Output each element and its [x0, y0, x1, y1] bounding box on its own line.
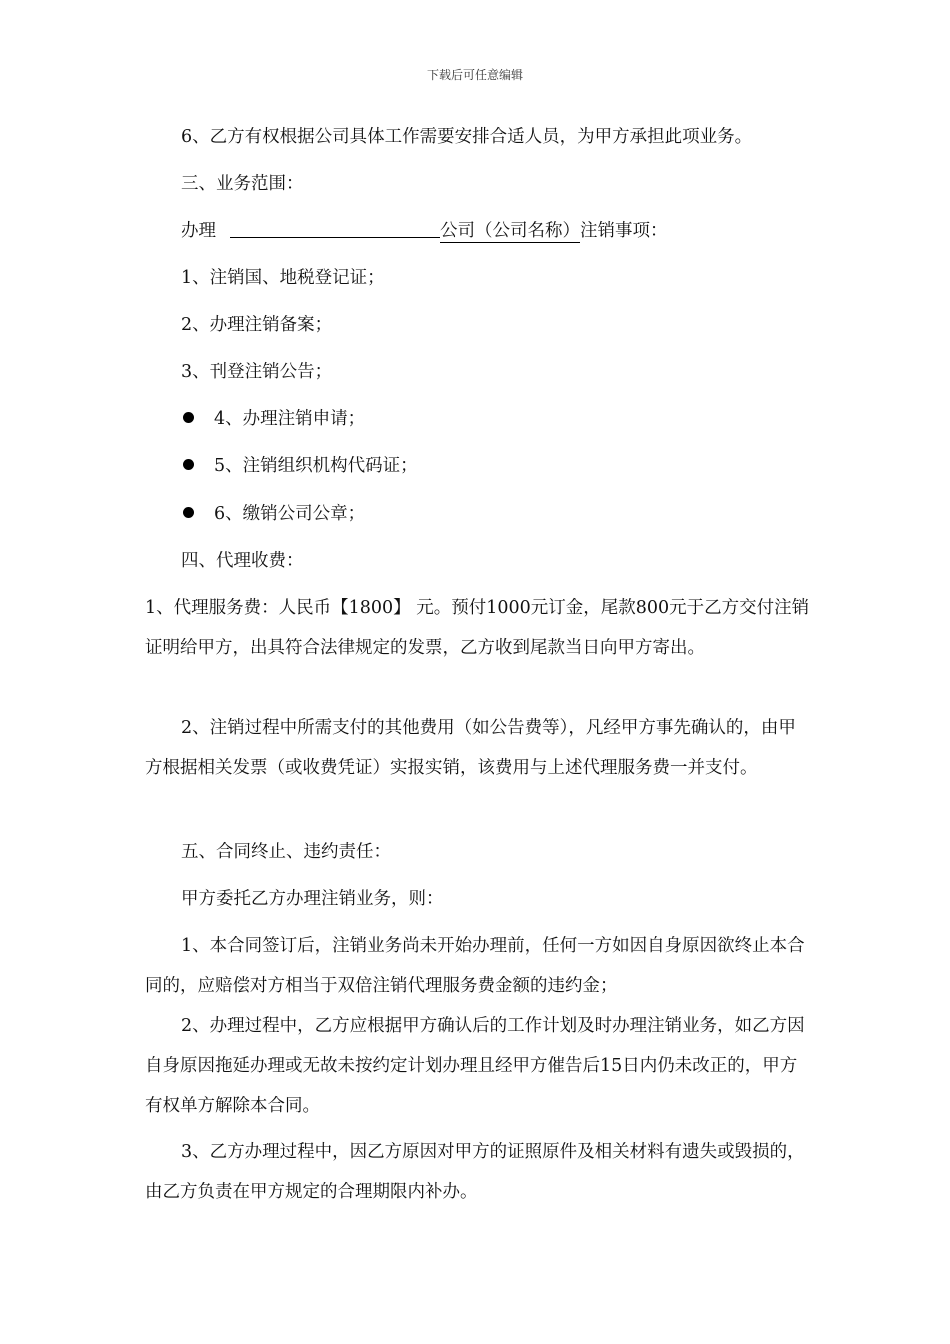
fee-paragraph-2: 2、注销过程中所需支付的其他费用（如公告费等），凡经甲方事先确认的，由甲方根据相关发票（或收费凭证）实报实销，该费用与上述代理服务费一并支付。: [145, 718, 796, 778]
page-header: 下载后可任意编辑: [426, 68, 523, 82]
scope-item-6-row: [183, 502, 365, 526]
handle-suffix: 注销事项：: [580, 221, 668, 241]
term-paragraph-1: 1、本合同签订后，注销业务尚未开始办理前，任何一方如因自身原因欲终止本合同的，应赔偿对方相当于双倍注销代理服务费金额的违约金；: [145, 936, 805, 996]
section-5-title: 五、合同终止、违约责任：: [181, 842, 391, 862]
bullet-icon: [183, 459, 194, 470]
section-4-title: 四、代理收费：: [181, 551, 304, 571]
handle-line: [145, 219, 810, 243]
scope-item-5: 5、注销组织机构代码证；: [214, 456, 418, 476]
handle-prefix: 办理: [181, 221, 216, 241]
fee-paragraph-1: 1、代理服务费：人民币【1800】 元。预付1000元订金，尾款800元于乙方交付注销证明给甲方，出具符合法律规定的发票，乙方收到尾款当日向甲方寄出。: [145, 598, 810, 658]
scope-item-5-row: [183, 454, 418, 478]
term-paragraph-3: 3、乙方办理过程中，因乙方原因对甲方的证照原件及相关材料有遗失或毁损的，由乙方负责在甲方规定的合理期限内补办。: [145, 1142, 805, 1202]
scope-item-1: 1、注销国、地税登记证；: [181, 268, 385, 288]
scope-item-4: 4、办理注销申请；: [214, 409, 366, 429]
scope-item-3: 3、刊登注销公告；: [181, 362, 333, 382]
handle-company: 公司（公司名称）: [440, 221, 580, 241]
term-paragraph-2: 2、办理过程中，乙方应根据甲方确认后的工作计划及时办理注销业务，如乙方因自身原因拖延办理或无故未按约定计划办理且经甲方催告后15日内仍未改正的，甲方有权单方解除本合同。: [145, 1016, 805, 1116]
scope-item-4-row: [183, 407, 365, 431]
scope-item-6: 6、缴销公司公章；: [214, 504, 366, 524]
company-name-blank: [230, 219, 440, 238]
section-3-title: 三、业务范围：: [181, 174, 304, 194]
scope-item-2: 2、办理注销备案；: [181, 315, 333, 335]
paragraph-6: 6、乙方有权根据公司具体工作需要安排合适人员，为甲方承担此项业务。: [181, 127, 753, 147]
entrust-line: 甲方委托乙方办理注销业务，则：: [181, 889, 444, 909]
bullet-icon: [183, 507, 194, 518]
bullet-icon: [183, 412, 194, 423]
